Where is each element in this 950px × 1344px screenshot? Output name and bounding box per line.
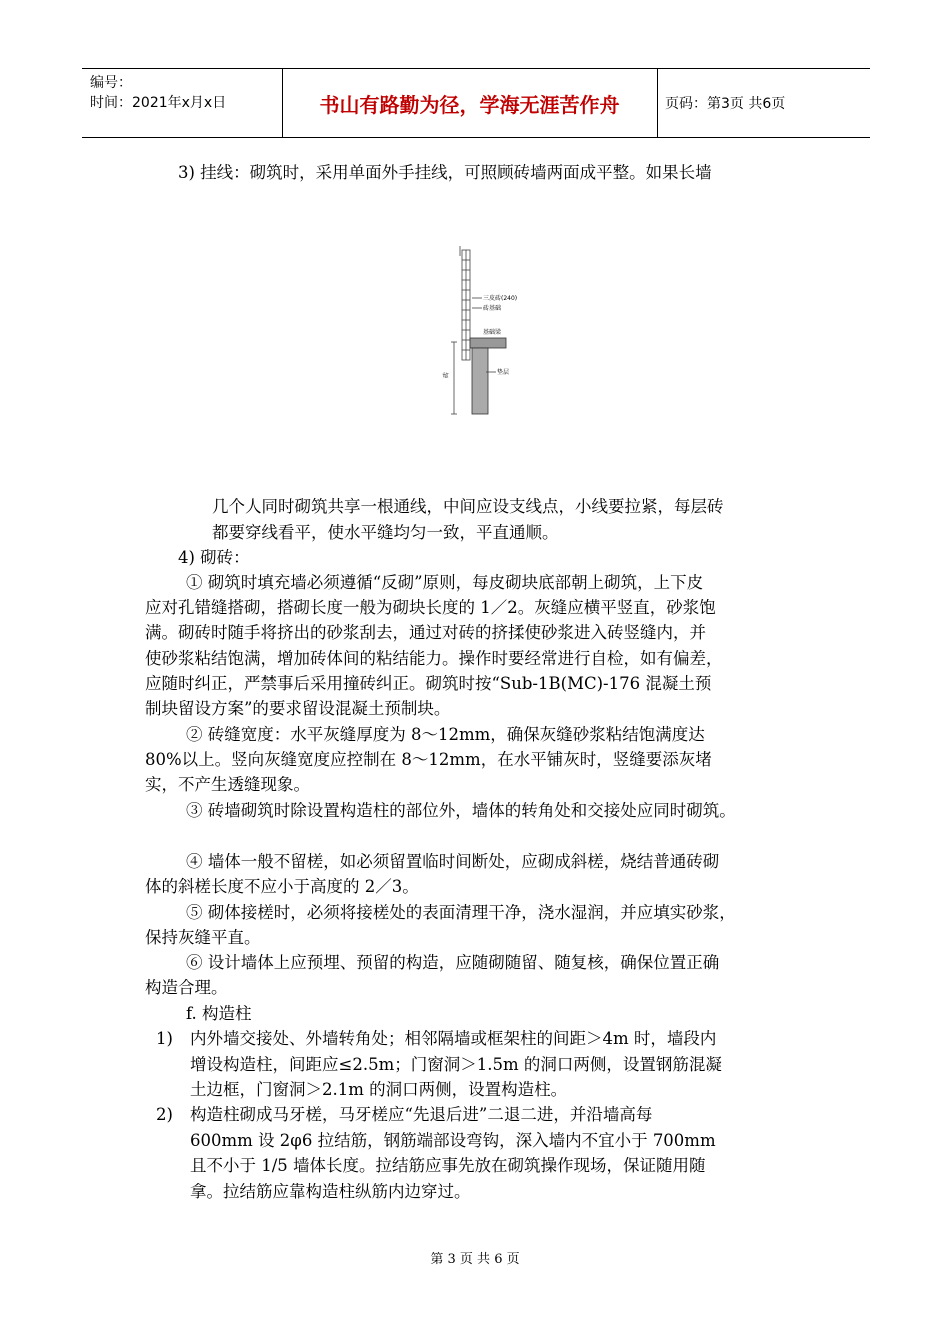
section-f-heading: f. 构造柱: [186, 1004, 252, 1023]
f1-line: 内外墙交接处、外墙转角处；相邻隔墙或框架柱的间距＞4m 时，墙段内: [190, 1029, 717, 1048]
para5-line: 保持灰缝平直。: [145, 928, 261, 947]
item3-line: 几个人同时砌筑共享一根通线，中间应设支线点，小线要拉紧，每层砖: [212, 497, 724, 516]
base-block: [472, 348, 488, 414]
diagram-label: 三皮砖(240): [483, 295, 518, 302]
f1-number: 1): [156, 1029, 173, 1048]
diagram-label: 砖: [443, 371, 450, 378]
header-meta: [82, 69, 282, 137]
para3-line: ③ 砖墙砌筑时除设置构造柱的部位外，墙体的转角处和交接处应同时砌筑。: [186, 801, 736, 820]
para5-line: ⑤ 砌体接槎时，必须将接槎处的表面清理干净，浇水湿润，并应填实砂浆，: [186, 903, 736, 922]
diagram-label: 垫层: [497, 369, 510, 376]
page-header: [82, 68, 870, 138]
para1-line: 制块留设方案”的要求留设混凝土预制块。: [145, 699, 451, 718]
diagram-label: 砖基础: [483, 305, 502, 312]
para1-line: 满。砌砖时随手将挤出的砂浆刮去，通过对砖的挤揉使砂浆进入砖竖缝内，并: [145, 623, 706, 642]
para4-line: 体的斜槎长度不应小于高度的 2／3。: [145, 877, 419, 896]
f2-line: 且不小于 1/5 墙体长度。拉结筋应事先放在砌筑操作现场，保证随用随: [190, 1156, 706, 1175]
f2-line: 构造柱砌成马牙槎，马牙槎应“先退后进”二退二进，并沿墙高每: [190, 1105, 653, 1124]
page-footer: 第 3 页 共 6 页: [430, 1252, 520, 1267]
header-page-label: 页码：第3页 共6页: [665, 96, 786, 112]
wall-section-diagram: [420, 238, 540, 428]
para2-line: ② 砖缝宽度：水平灰缝厚度为 8～12mm，确保灰缝砂浆粘结饱满度达: [186, 725, 705, 744]
para1-line: 应随时纠正，严禁事后采用撞砖纠正。砌筑时按“Sub-1B(MC)-176 混凝土预: [145, 674, 712, 693]
f1-line: 增设构造柱，间距应≤2.5m；门窗洞＞1.5m 的洞口两侧，设置钢筋混凝: [190, 1055, 722, 1074]
para1-line: 使砂浆粘结饱满，增加砖体间的粘结能力。操作时要经常进行自检，如有偏差，: [145, 649, 723, 668]
item4-heading: 4) 砌砖：: [178, 548, 250, 567]
f2-line: 拿。拉结筋应靠构造柱纵筋内边穿过。: [190, 1182, 471, 1201]
item3-line: 都要穿线看平，使水平缝均匀一致，平直通顺。: [212, 523, 559, 542]
item3-heading: 3) 挂线：砌筑时，采用单面外手挂线，可照顾砖墙两面成平整。如果长墙: [178, 163, 712, 182]
para1-line: 应对孔错缝搭砌，搭砌长度一般为砌块长度的 1／2。灰缝应横平竖直，砂浆饱: [145, 598, 716, 617]
diagram-label: 基础梁: [483, 329, 502, 336]
para4-line: ④ 墙体一般不留槎，如必须留置临时间断处，应砌成斜槎，烧结普通砖砌: [186, 852, 720, 871]
time-label: 时间：2021年x月x日: [90, 95, 227, 111]
para6-line: 构造合理。: [145, 978, 228, 997]
para2-line: 80%以上。竖向灰缝宽度应控制在 8～12mm，在水平铺灰时，竖缝要添灰堵: [145, 750, 712, 769]
beam: [470, 338, 506, 348]
header-motto: 书山有路勤为径，学海无涯苦作舟: [319, 92, 620, 117]
number-label: 编号：: [90, 75, 132, 91]
f2-number: 2): [156, 1105, 173, 1124]
para6-line: ⑥ 设计墙体上应预埋、预留的构造，应随砌随留、随复核，确保位置正确: [186, 953, 720, 972]
f2-line: 600mm 设 2φ6 拉结筋，钢筋端部设弯钩，深入墙内不宜小于 700mm: [190, 1131, 716, 1150]
para1-line: ① 砌筑时填充墙必须遵循“反砌”原则，每皮砌块底部朝上砌筑，上下皮: [186, 573, 704, 592]
f1-line: 土边框，门窗洞＞2.1m 的洞口两侧，设置构造柱。: [190, 1080, 568, 1099]
para2-line: 实，不产生透缝现象。: [145, 775, 310, 794]
